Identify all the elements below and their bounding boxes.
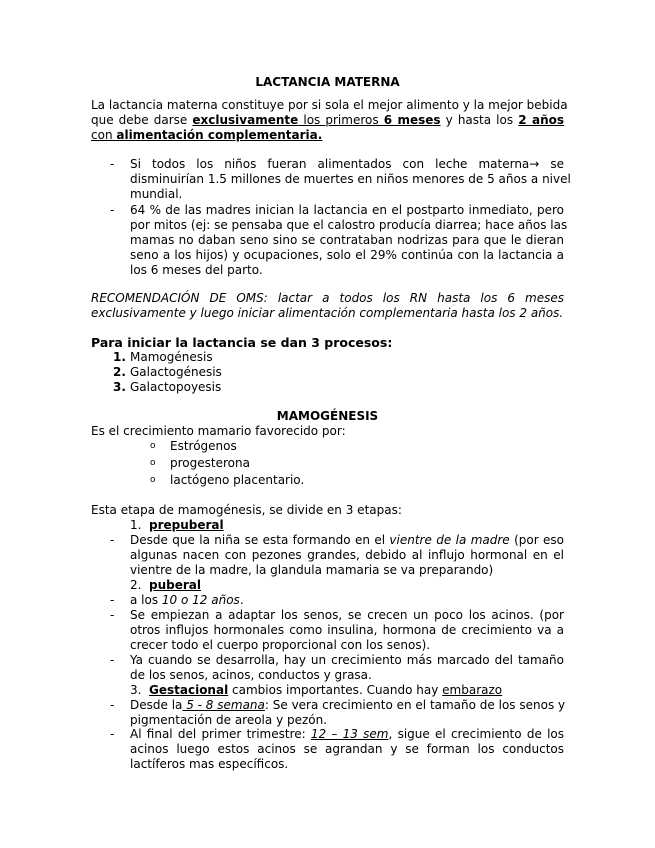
stage2-bullet-2-line-2: otros influjos hormonales como insulina, hormona de crecimiento va a — [130, 623, 564, 637]
bullet-dash: - — [110, 533, 115, 547]
factor-item: Estrógenos — [170, 439, 237, 453]
stage2-bullet-2-line-1: Se empiezan a adaptar los senos, se crecen un poco los acinos. (por — [130, 608, 564, 622]
bullet2-line-5: los 6 meses del parto. — [130, 263, 263, 277]
bullet1-line-3: mundial. — [130, 187, 183, 201]
stage3-bullet-1-line-2: pigmentación de areola y pezón. — [130, 713, 328, 727]
bullet2-line-2: por mitos (ej: se pensaba que el calostro producía diarrea; hace años las — [130, 218, 568, 232]
stage2-bullet-1: a los 10 o 12 años. — [130, 593, 244, 607]
bullet-dash: - — [110, 653, 115, 667]
stage2-bullet-3-line-2: de los senos, acinos, conductos y grasa. — [130, 668, 372, 682]
intro-line-2: que debe darse exclusivamente los primeros 6 meses y hasta los 2 años — [91, 113, 565, 127]
bullet-dash: - — [110, 203, 115, 217]
bullet2-line-1: 64 % de las madres inician la lactancia en el postparto inmediato, pero — [130, 203, 564, 217]
stage2-bullet-2-line-3: crecer todo el cuerpo proporcional con los senos). — [130, 638, 431, 652]
bullet-dash: - — [110, 727, 115, 741]
stage3-heading: 3. Gestacional cambios importantes. Cuando hay embarazo — [130, 683, 503, 697]
stage3-bullet-2-line-3: lactíferos mas específicos. — [130, 757, 289, 771]
stage1-line-2: algunas nacen con pezones grandes, debido al influjo hormonal en el — [130, 548, 564, 562]
recommendation-line-1: RECOMENDACIÓN DE OMS: lactar a todos los RN hasta los 6 meses — [91, 291, 564, 305]
factor-item: progesterona — [170, 456, 250, 470]
stage1-line-3: vientre de la madre, la glandula mamaria se va preparando) — [130, 563, 494, 577]
intro-line-3: con alimentación complementaria. — [91, 128, 323, 142]
stage3-bullet-1-line-1: Desde la 5 - 8 semana: Se vera crecimiento en el tamaño de los senos y — [130, 698, 566, 712]
stage3-bullet-2-line-1: Al final del primer trimestre: 12 – 13 sem, sigue el crecimiento de los — [130, 727, 565, 741]
intro-line-1: La lactancia materna constituye por si sola el mejor alimento y la mejor bebida — [91, 98, 568, 112]
bullet1-line-2: disminuirían 1.5 millones de muertes en niños menores de 5 años a nivel — [130, 172, 571, 186]
mamogenesis-description: Es el crecimiento mamario favorecido por: — [91, 424, 346, 438]
document-title: LACTANCIA MATERNA — [255, 75, 400, 89]
recommendation-line-2: exclusivamente y luego iniciar alimentación complementaria hasta los 2 años. — [91, 306, 564, 320]
stages-intro: Esta etapa de mamogénesis, se divide en 3 etapas: — [91, 503, 402, 517]
stage3-bullet-2-line-2: acinos luego estos acinos se agrandan y se forman los conductos — [130, 742, 564, 756]
stage2-heading: 2. puberal — [130, 578, 201, 592]
bullet1-line-1: Si todos los niños fueran alimentados con leche materna→ se — [130, 157, 564, 171]
bullet-dash: - — [110, 698, 115, 712]
bullet2-line-4: seno a los hijos) y ocupaciones, solo el 29% continúa con la lactancia a — [130, 248, 564, 262]
processes-heading: Para iniciar la lactancia se dan 3 procesos: — [91, 335, 393, 350]
bullet-dash: - — [110, 608, 115, 622]
bullet-dash: - — [110, 593, 115, 607]
circle-bullet-icon: o — [150, 475, 156, 485]
stage2-bullet-3-line-1: Ya cuando se desarrolla, hay un crecimiento más marcado del tamaño — [130, 653, 564, 667]
process-item: 2. Galactogénesis — [113, 365, 222, 379]
mamogenesis-heading: MAMOGÉNESIS — [276, 409, 379, 423]
process-item: 1. Mamogénesis — [113, 350, 213, 364]
bullet2-line-3: mamas no daban seno sino se contrataban nodrizas para que le dieran — [130, 233, 564, 247]
factor-item: lactógeno placentario. — [170, 473, 305, 487]
bullet-dash: - — [110, 157, 115, 171]
circle-bullet-icon: o — [150, 458, 156, 468]
process-item: 3. Galactopoyesis — [113, 380, 222, 394]
stage1-heading: 1. prepuberal — [130, 518, 224, 532]
stage1-line-1: Desde que la niña se esta formando en el vientre de la madre (por eso — [130, 533, 564, 547]
circle-bullet-icon: o — [150, 441, 156, 451]
